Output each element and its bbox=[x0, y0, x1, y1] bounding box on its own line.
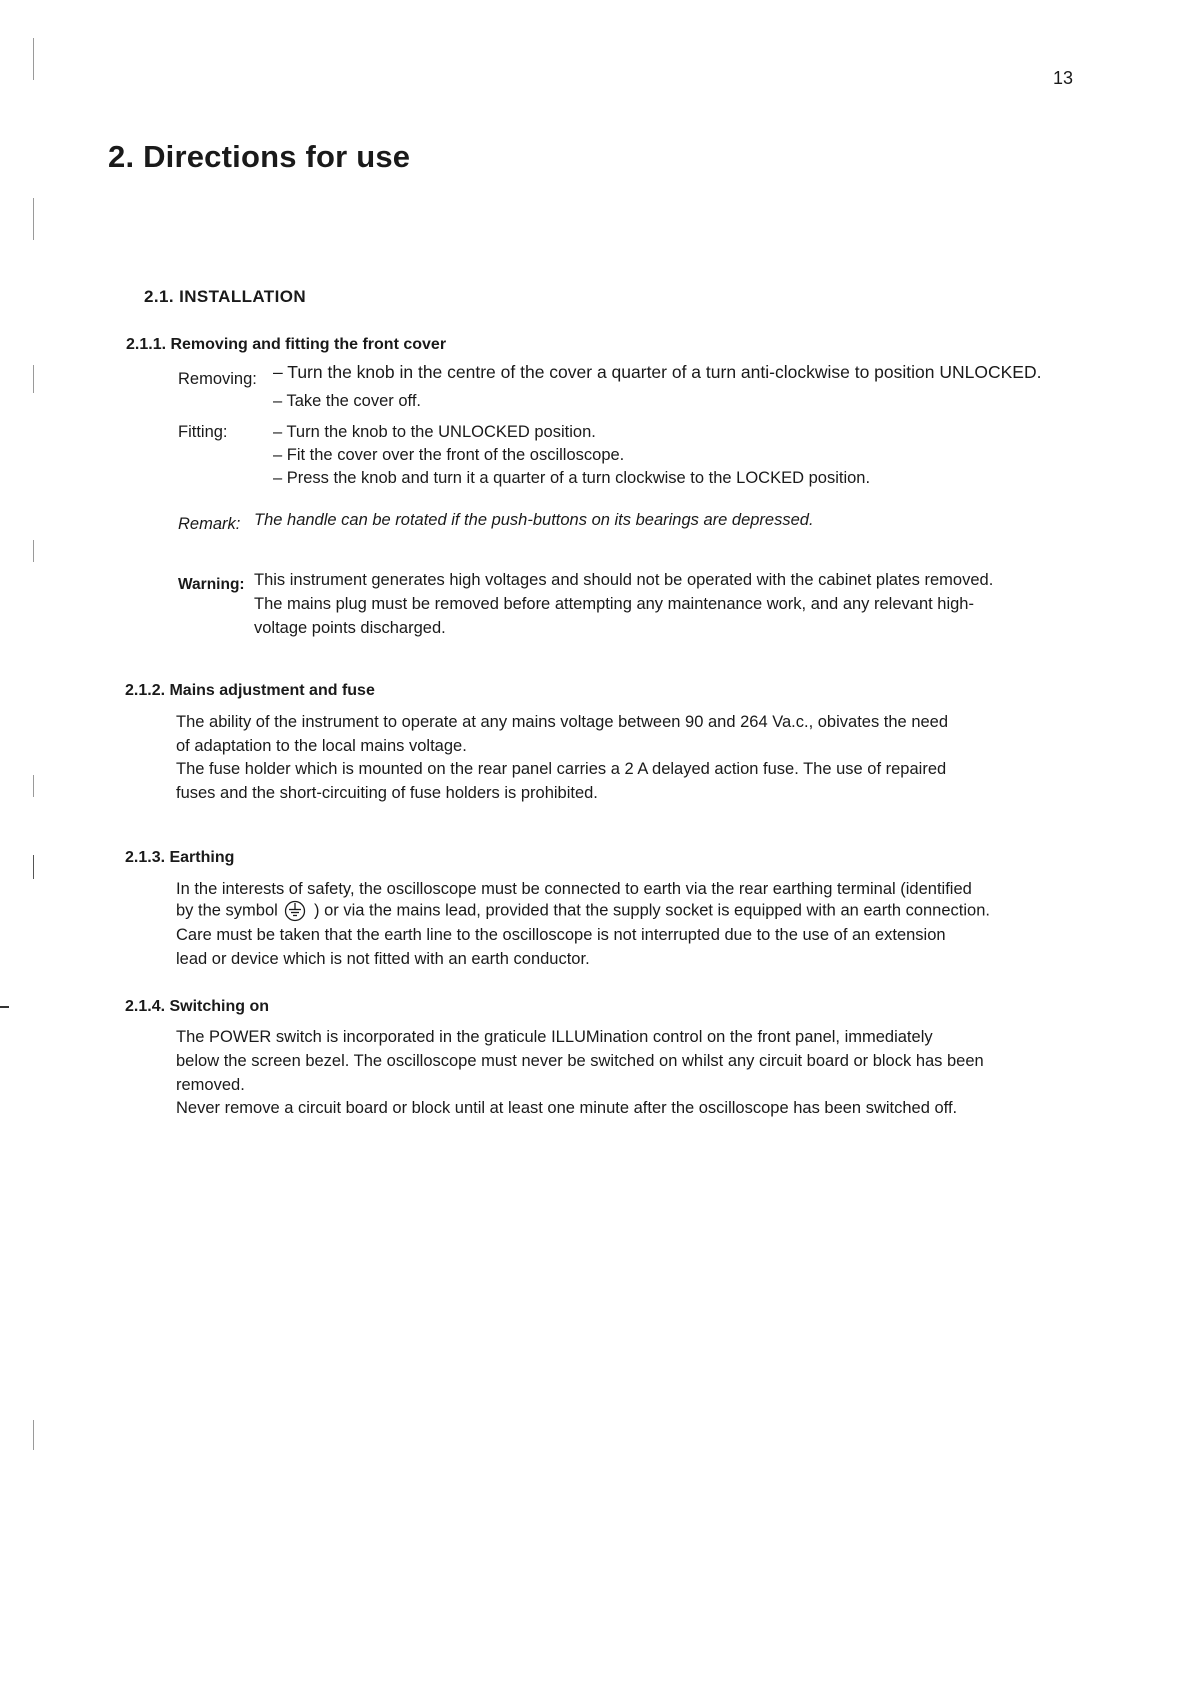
earthing-text-line bbox=[176, 900, 990, 922]
switching-text-line: removed. bbox=[176, 1076, 245, 1094]
binding-mark bbox=[33, 775, 34, 797]
chapter-title: 2. Directions for use bbox=[108, 139, 411, 174]
page-number: 13 bbox=[1053, 68, 1074, 88]
binding-mark bbox=[33, 198, 34, 240]
switching-text-line: The POWER switch is incorporated in the graticule ILLUMination control on the front panel, immediately bbox=[176, 1028, 933, 1046]
fitting-step: – Turn the knob to the UNLOCKED position. bbox=[273, 423, 596, 441]
earthing-text-after-symbol: ) or via the mains lead, provided that the supply socket is equipped with an earth connection. bbox=[313, 901, 990, 920]
mains-text-line: The fuse holder which is mounted on the rear panel carries a 2 A delayed action fuse. The use of repaired bbox=[176, 760, 947, 778]
warning-text-line: The mains plug must be removed before attempting any maintenance work, and any relevant high- bbox=[254, 595, 974, 613]
mains-text-line: The ability of the instrument to operate at any mains voltage between 90 and 264 Va.c., obivates the need bbox=[176, 713, 949, 731]
subsection-heading-front-cover: 2.1.1. Removing and fitting the front cover bbox=[126, 336, 447, 353]
earthing-text-line: Care must be taken that the earth line to the oscilloscope is not interrupted due to the use of an extension bbox=[176, 926, 946, 944]
remark-text: The handle can be rotated if the push-buttons on its bearings are depressed. bbox=[254, 511, 814, 529]
fitting-step: – Fit the cover over the front of the oscilloscope. bbox=[273, 446, 625, 464]
fitting-step: – Press the knob and turn it a quarter of a turn clockwise to the LOCKED position. bbox=[273, 469, 871, 487]
edge-mark bbox=[0, 1006, 9, 1008]
earthing-text-line: lead or device which is not fitted with an earth conductor. bbox=[176, 950, 590, 968]
binding-mark bbox=[33, 365, 34, 393]
switching-text-line: below the screen bezel. The oscilloscope must never be switched on whilst any circuit board or block has been bbox=[176, 1052, 984, 1070]
earthing-text-line: In the interests of safety, the oscilloscope must be connected to earth via the rear earthing terminal (identified bbox=[176, 880, 972, 898]
section-heading-installation: 2.1. INSTALLATION bbox=[144, 287, 307, 306]
removing-label: Removing: bbox=[178, 370, 257, 388]
binding-mark bbox=[33, 540, 34, 562]
warning-text-line: voltage points discharged. bbox=[254, 619, 446, 637]
binding-mark bbox=[33, 38, 34, 80]
subsection-heading-mains: 2.1.2. Mains adjustment and fuse bbox=[125, 682, 375, 699]
removing-step: – Take the cover off. bbox=[273, 392, 421, 410]
earthing-text-before-symbol: by the symbol bbox=[176, 901, 278, 920]
warning-text-line: This instrument generates high voltages and should not be operated with the cabinet plates removed. bbox=[254, 571, 994, 589]
mains-text-line: fuses and the short-circuiting of fuse holders is prohibited. bbox=[176, 784, 598, 802]
subsection-heading-switching-on: 2.1.4. Switching on bbox=[125, 998, 270, 1015]
fitting-label: Fitting: bbox=[178, 423, 228, 441]
remark-label: Remark: bbox=[178, 515, 241, 533]
binding-mark bbox=[33, 855, 34, 879]
subsection-heading-earthing: 2.1.3. Earthing bbox=[125, 849, 235, 866]
earth-ground-icon bbox=[284, 900, 306, 922]
removing-step: – Turn the knob in the centre of the cover a quarter of a turn anti-clockwise to position UNLOCKED. bbox=[273, 362, 1042, 382]
binding-mark bbox=[33, 1420, 34, 1450]
switching-text-line: Never remove a circuit board or block until at least one minute after the oscilloscope has been switched off. bbox=[176, 1099, 958, 1117]
mains-text-line: of adaptation to the local mains voltage. bbox=[176, 737, 467, 755]
warning-label: Warning: bbox=[178, 576, 245, 593]
